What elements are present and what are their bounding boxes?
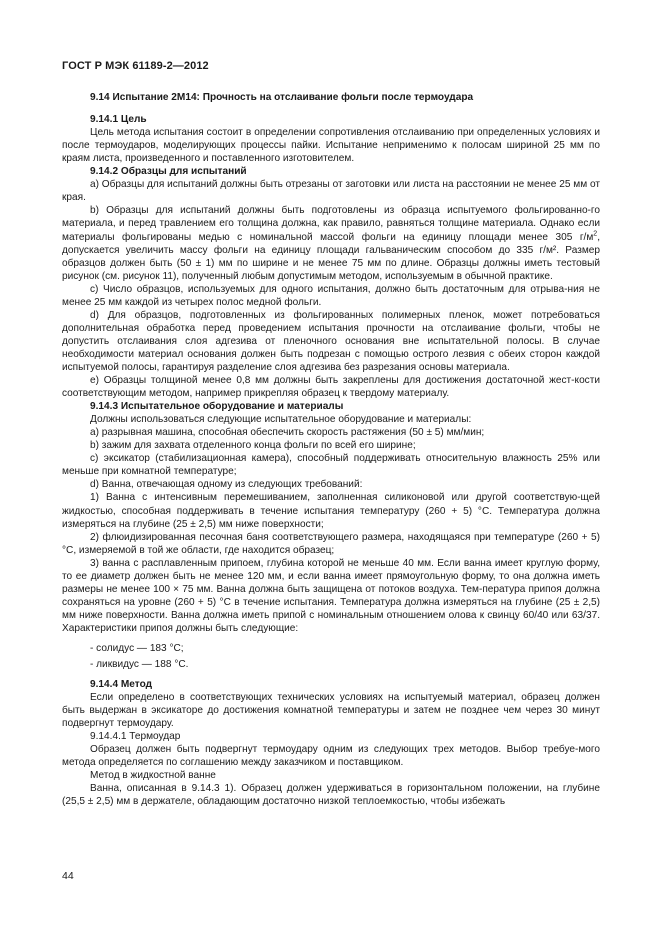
samples-item-c: c) Число образцов, используемых для одного испытания, должно быть достаточным для отрыва-ния не менее 25 мм каждой из четырех полос медной фольги. — [62, 283, 600, 308]
equipment-heading: 9.14.3 Испытательное оборудование и материалы — [90, 401, 344, 413]
samples-item-b — [62, 204, 600, 282]
section-title: 9.14 Испытание 2М14: Прочность на отслаивание фольги после термоудара — [90, 92, 474, 104]
equipment-item-d3: 3) ванна с расплавленным припоем, глубина которой не меньше 40 мм. Если ванна имеет круглую форму, то ее диаметр должен быть не менее 120 мм, и если ванна имеет прямоугольную форму, то она должна иметь размеры не менее 100 × 75 мм. Ванна должна быть защищена от потоков воздуха. Тем-пература припоя должна сохраняться на уровне (260 + 5) °С в течение испытания. Температура должна измеряться на глубине (25 ± 2,5) мм ниже поверхности. Ванна должна иметь припой с номинальным отношением олова к свинцу 60/40 или 63/37. Характеристики припоя должны быть следующие: — [62, 557, 600, 634]
equipment-item-d: d) Ванна, отвечающая одному из следующих требований: — [90, 479, 363, 491]
samples-item-e: e) Образцы толщиной менее 0,8 мм должны быть закреплены для достижения достаточной жест-кости соответствующим методом, например прикрепляя образец к твердому материалу. — [62, 375, 600, 400]
solidus-item: - солидус — 183 °С; — [90, 642, 184, 654]
equipment-item-d2: 2) флюидизированная песочная баня соответствующего размера, находящаяся при температуре (260 + 5) °С, измеряемой в той же области, где находится образец; — [62, 531, 600, 556]
samples-item-a: a) Образцы для испытаний должны быть отрезаны от заготовки или листа на расстоянии не менее 25 мм от края. — [62, 179, 600, 204]
liquid-bath-text: Ванна, описанная в 9.14.3 1). Образец должен удерживаться в горизонтальном положении, на глубине (25,5 ± 2,5) мм в держателе, обладающим достаточно низкой теплоемкостью, чтобы избежать — [62, 783, 600, 808]
goal-text: Цель метода испытания состоит в определении сопротивления отслаиванию при определенных условиях и после термоударов, моделирующих процессы пайки. Испытание неприменимо к полосам шириной 25 мм по краям листа, произведенного и поставленного изготовителем. — [62, 127, 600, 165]
thermal-shock-heading: 9.14.4.1 Термоудар — [90, 731, 181, 743]
samples-heading: 9.14.2 Образцы для испытаний — [90, 166, 247, 178]
thermal-shock-text: Образец должен быть подвергнут термоудару одним из следующих трех методов. Выбор требуе-мого метода определяется по соглашению между заказчиком и поставщиком. — [62, 744, 600, 769]
samples-item-d: d) Для образцов, подготовленных из фольгированных полимерных пленок, может потребоваться дополнительная обработка перед проведением испытания прочности на отслаивание фольги, чтобы не допустить отслаивания слоя адгезива от пленочного основания вне испытательной полосы. В случае необходимости материал основания должен быть подрезан с помощью острого лезвия с обеих сторон каждой испытуемой полосы, гарантируя разделение слоя адгезива без разрезания основы материала. — [62, 309, 600, 373]
samples-item-b-start: b) Образцы для испытаний должны быть подготовлены из образца испытуемого фольгированно-го материала, и перед травлением его толщина должна, как правило, равняться толщине материала. Однако если материалы фольгированы медью с номинальной массой фольги на единицу площади менее 305 г/м — [62, 205, 600, 243]
liquid-bath-heading: Метод в жидкостной ванне — [90, 770, 216, 782]
document-page — [62, 60, 600, 809]
document-header: ГОСТ Р МЭК 61189-2—2012 — [62, 60, 209, 72]
page-number: 44 — [62, 870, 74, 882]
equipment-item-d1: 1) Ванна с интенсивным перемешиванием, заполненная силиконовой или другой соответствую-щей жидкостью, способная поддерживать в течение испытания температуру (260 + 5) °С. Температура должна измеряться на глубине (25 ± 2,5) мм ниже поверхности; — [62, 492, 600, 530]
goal-heading: 9.14.1 Цель — [90, 114, 147, 126]
solder-characteristics-list — [62, 642, 600, 671]
equipment-item-b: b) зажим для захвата отделенного конца фольги по всей его ширине; — [90, 440, 416, 452]
method-heading: 9.14.4 Метод — [90, 679, 153, 691]
equipment-intro: Должны использоваться следующие испытательное оборудование и материалы: — [90, 414, 472, 426]
samples-item-b-end: , допускается увеличить массу фольги на единицу площади гальваническим способом до 335 г/м². Размер образцов должен быть (50 ± 1) мм по ширине и не менее 75 мм по длине. Образцы должны иметь тестовый рисунок (см. рисунок 11), полученный любым допустимым методом, используемым в обычной практике. — [62, 231, 600, 282]
liquidus-item: - ликвидус — 188 °С. — [90, 659, 189, 671]
method-text: Если определено в соответствующих технических условиях на испытуемый материал, образец должен быть выдержан в эксикаторе до достижения комнатной температуры и затем не позднее чем через 30 минут подвергнут термоудару. — [62, 692, 600, 730]
equipment-item-c: c) эксикатор (стабилизационная камера), способный поддерживать относительную влажность 25% или меньше при комнатной температуре; — [62, 453, 600, 478]
equipment-item-a: a) разрывная машина, способная обеспечить скорость растяжения (50 ± 5) мм/мин; — [90, 427, 485, 439]
superscript: 2 — [593, 230, 598, 238]
